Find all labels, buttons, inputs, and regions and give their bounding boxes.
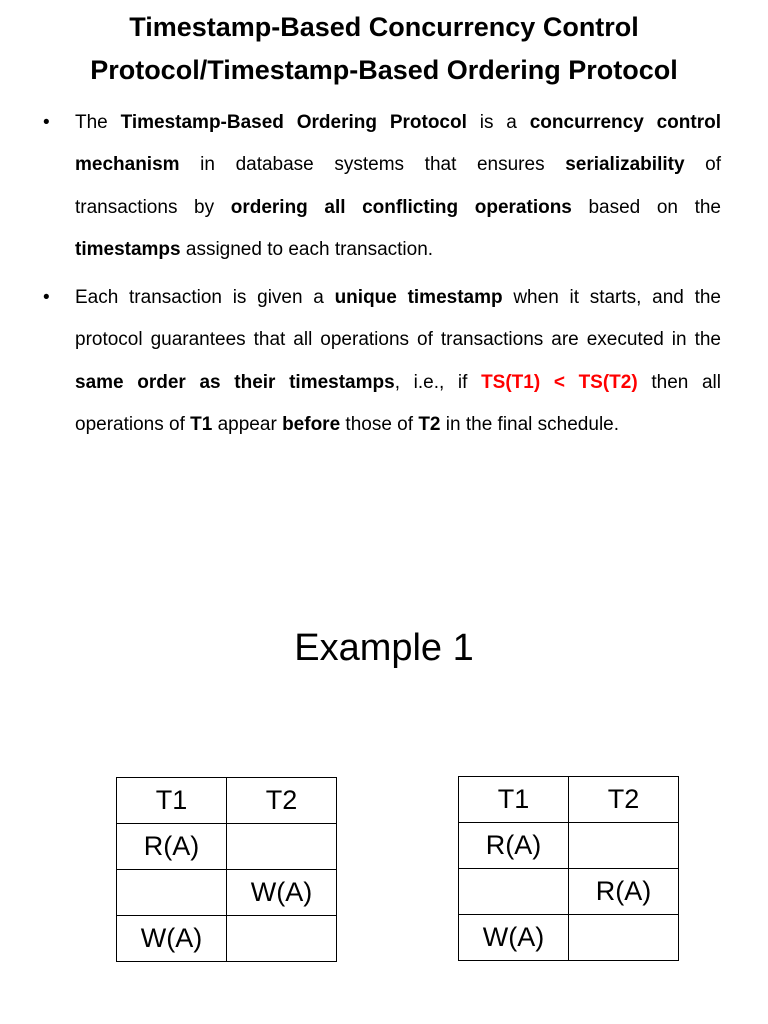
table-cell: R(A) (459, 823, 569, 869)
table-cell: W(A) (227, 870, 337, 916)
table-row (117, 916, 337, 962)
bullet-text: of transactions by (75, 154, 721, 218)
bullet-text: based on the (571, 196, 721, 218)
table-cell: W(A) (117, 916, 227, 962)
table-cell (569, 915, 679, 961)
bold-term: before (282, 413, 341, 435)
timestamp-condition: TS(T1) < TS(T2) (481, 371, 638, 393)
table-header-row (117, 778, 337, 824)
schedule-table-2 (458, 776, 679, 961)
table-row (459, 869, 679, 915)
table-header-cell: T2 (227, 778, 337, 824)
bullet-text: appear (212, 413, 283, 435)
bold-term: timestamps (75, 238, 181, 260)
example-heading: Example 1 (294, 627, 474, 669)
schedule-table-1 (116, 777, 337, 962)
table-cell (117, 870, 227, 916)
bullet-icon: • (43, 112, 50, 133)
table-header-row (459, 777, 679, 823)
table-cell (227, 824, 337, 870)
table-row (459, 915, 679, 961)
bold-term: serializability (565, 154, 685, 176)
table-cell: R(A) (569, 869, 679, 915)
table-cell: W(A) (459, 915, 569, 961)
bold-term: T2 (418, 413, 441, 435)
bullet-item-2 (43, 277, 721, 446)
bold-term: T1 (190, 413, 213, 435)
bullet-text: in database systems that ensures (179, 154, 566, 176)
bullet-icon: • (43, 287, 50, 308)
bullet-text: The (75, 112, 121, 133)
bold-term: unique timestamp (334, 287, 503, 308)
table-row (117, 870, 337, 916)
table-cell: R(A) (117, 824, 227, 870)
table-header-cell: T1 (459, 777, 569, 823)
bullet-text: , i.e., if (394, 371, 482, 393)
title-line-1: Timestamp-Based Concurrency Control (129, 12, 639, 42)
bullet-text: Each transaction is given a (75, 287, 335, 308)
bullet-text: assigned to each transaction. (180, 238, 434, 260)
table-cell (459, 869, 569, 915)
title-line-2: Protocol/Timestamp-Based Ordering Protocol (90, 55, 678, 85)
table-row (459, 823, 679, 869)
table-header-cell: T2 (569, 777, 679, 823)
bullet-item-1 (43, 102, 721, 271)
bold-term: concurrency control mechanism (75, 112, 721, 176)
bullet-text: in the final schedule. (440, 413, 620, 435)
bold-term: Timestamp-Based Ordering Protocol (120, 112, 467, 133)
bold-term: ordering all conflicting operations (230, 196, 572, 218)
bullet-text: then all operations of (75, 371, 721, 435)
table-cell (227, 916, 337, 962)
bullet-text: those of (340, 413, 419, 435)
table-cell (569, 823, 679, 869)
bullet-text: when it starts, and the protocol guarantees that all operations of transactions are executed in the (75, 287, 721, 351)
table-header-cell: T1 (117, 778, 227, 824)
bullet-text: is a (466, 112, 530, 133)
slide-title (20, 6, 748, 92)
bold-term: same order as their timestamps (75, 371, 395, 393)
table-row (117, 824, 337, 870)
